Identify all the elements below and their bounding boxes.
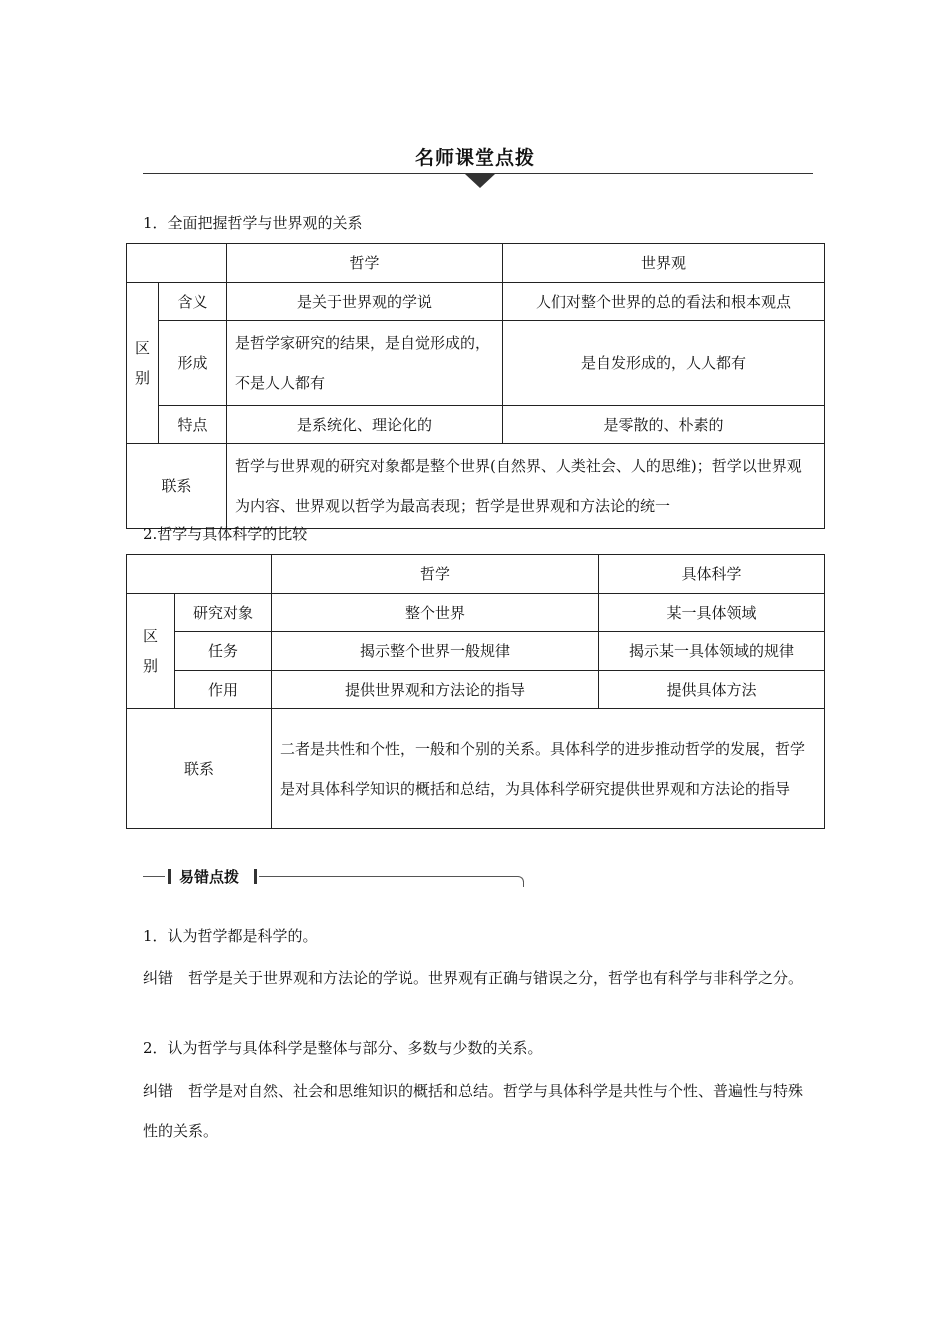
- link-text: 二者是共性和个性，一般和个别的关系。具体科学的进步推动哲学的发展，哲学是对具体科学知识的概括和总结，为具体科学研究提供世界观和方法论的指导: [272, 709, 825, 829]
- table-row: [127, 671, 825, 709]
- error-question: 1．认为哲学都是科学的。: [143, 927, 318, 945]
- philosophy-science-table: [126, 554, 825, 829]
- table-header-row: [127, 555, 825, 594]
- link-text: 哲学与世界观的研究对象都是整个世界(自然界、人类社会、人的思维)；哲学以世界观为内容、世界观以哲学为最高表现；哲学是世界观和方法论的统一: [227, 444, 825, 529]
- tag-right-line: [259, 876, 524, 887]
- group-label-difference: [127, 283, 159, 444]
- corner-cell: [127, 555, 272, 594]
- philosophy-worldview-table: [126, 243, 825, 529]
- table-row: [127, 283, 825, 321]
- row-label: 任务: [175, 632, 272, 671]
- cell-philosophy: 是关于世界观的学说: [227, 283, 503, 321]
- row-label: 含义: [159, 283, 227, 321]
- table-row: [127, 632, 825, 671]
- table-row: [127, 406, 825, 444]
- error-correction: 纠错 哲学是对自然、社会和思维知识的概括和总结。哲学与具体科学是共性与个性、普遍性与特殊性的关系。: [143, 1082, 804, 1140]
- cell-philosophy: 整个世界: [272, 594, 599, 632]
- group-label-text: 区别: [134, 339, 150, 387]
- error-question: 2．认为哲学与具体科学是整体与部分、多数与少数的关系。: [143, 1039, 543, 1057]
- cell-worldview: 是自发形成的，人人都有: [503, 321, 825, 406]
- error-correction: 纠错 哲学是关于世界观和方法论的学说。世界观有正确与错误之分，哲学也有科学与非科学之分。: [143, 969, 804, 987]
- page-title: 名师课堂点拨: [414, 147, 535, 169]
- column-header-philosophy: 哲学: [272, 555, 599, 594]
- tag-left-bar: [168, 869, 171, 884]
- link-label: 联系: [127, 444, 227, 529]
- row-label: 作用: [175, 671, 272, 709]
- table-header-row: [127, 244, 825, 283]
- column-header-science: 具体科学: [599, 555, 825, 594]
- section2-heading: 2.哲学与具体科学的比较: [143, 525, 308, 543]
- cell-philosophy: 揭示整个世界一般规律: [272, 632, 599, 671]
- tag-right-bar: [254, 869, 257, 884]
- section1-heading: 1．全面把握哲学与世界观的关系: [143, 214, 363, 232]
- cell-science: 揭示某一具体领域的规律: [599, 632, 825, 671]
- title-arrow-icon: [465, 174, 495, 188]
- link-label: 联系: [127, 709, 272, 829]
- tag-label: 易错点拨: [179, 868, 240, 886]
- cell-worldview: 人们对整个世界的总的看法和根本观点: [503, 283, 825, 321]
- cell-philosophy: 是哲学家研究的结果，是自觉形成的，不是人人都有: [227, 321, 503, 406]
- cell-science: 提供具体方法: [599, 671, 825, 709]
- cell-worldview: 是零散的、朴素的: [503, 406, 825, 444]
- row-label: 特点: [159, 406, 227, 444]
- table-row: [127, 321, 825, 406]
- table-row: [127, 594, 825, 632]
- cell-science: 某一具体领域: [599, 594, 825, 632]
- common-errors-tag: [143, 866, 525, 890]
- cell-philosophy: 是系统化、理论化的: [227, 406, 503, 444]
- group-label-text: 区别: [142, 627, 158, 675]
- corner-cell: [127, 244, 227, 283]
- row-label: 形成: [159, 321, 227, 406]
- group-label-difference: [127, 594, 175, 709]
- table-row: [127, 709, 825, 829]
- table-row: [127, 444, 825, 529]
- tag-left-line: [143, 876, 165, 877]
- cell-philosophy: 提供世界观和方法论的指导: [272, 671, 599, 709]
- column-header-worldview: 世界观: [503, 244, 825, 283]
- column-header-philosophy: 哲学: [227, 244, 503, 283]
- row-label: 研究对象: [175, 594, 272, 632]
